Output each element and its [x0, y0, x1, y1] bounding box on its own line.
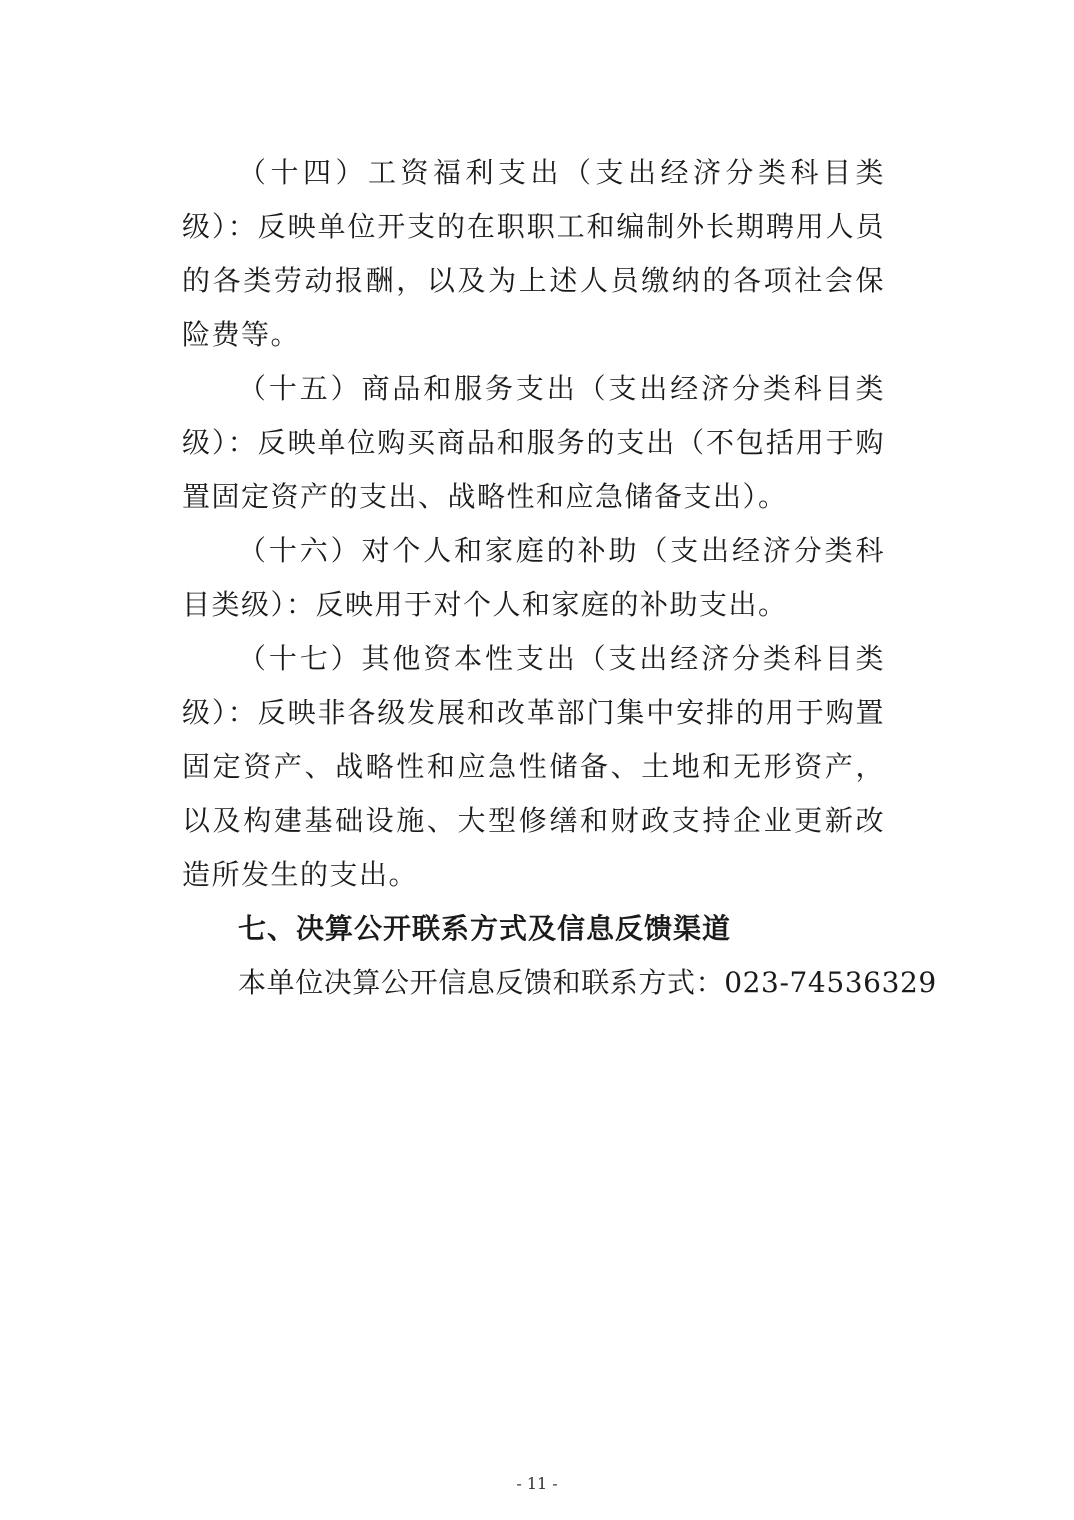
- page-number: - 11 -: [516, 1474, 558, 1493]
- paragraph-wage-welfare-expenditure: （十四）工资福利支出（支出经济分类科目类级）：反映单位开支的在职职工和编制外长期聘用人员的各类劳动报酬，以及为上述人员缴纳的各项社会保险费等。: [182, 156, 885, 351]
- contact-label: 本单位决算公开信息反馈和联系方式：: [238, 966, 725, 999]
- paragraph-individual-family-subsidy: （十六）对个人和家庭的补助（支出经济分类科目类级）：反映用于对个人和家庭的补助支出。: [182, 534, 885, 621]
- paragraph-other-capital-expenditure: （十七）其他资本性支出（支出经济分类科目类级）：反映非各级发展和改革部门集中安排的用于购置固定资产、战略性和应急性储备、土地和无形资产，以及构建基础设施、大型修缮和财政支持企业更新改造所发生的支出。: [182, 642, 885, 891]
- contact-phone: 023-74536329: [724, 966, 937, 999]
- paragraph-goods-services-expenditure: （十五）商品和服务支出（支出经济分类科目类级）：反映单位购买商品和服务的支出（不包括用于购置固定资产的支出、战略性和应急储备支出）。: [182, 372, 885, 513]
- contact-line: [182, 956, 937, 1010]
- section-heading-contact: 七、决算公开联系方式及信息反馈渠道: [238, 912, 732, 945]
- document-body: [182, 146, 937, 1010]
